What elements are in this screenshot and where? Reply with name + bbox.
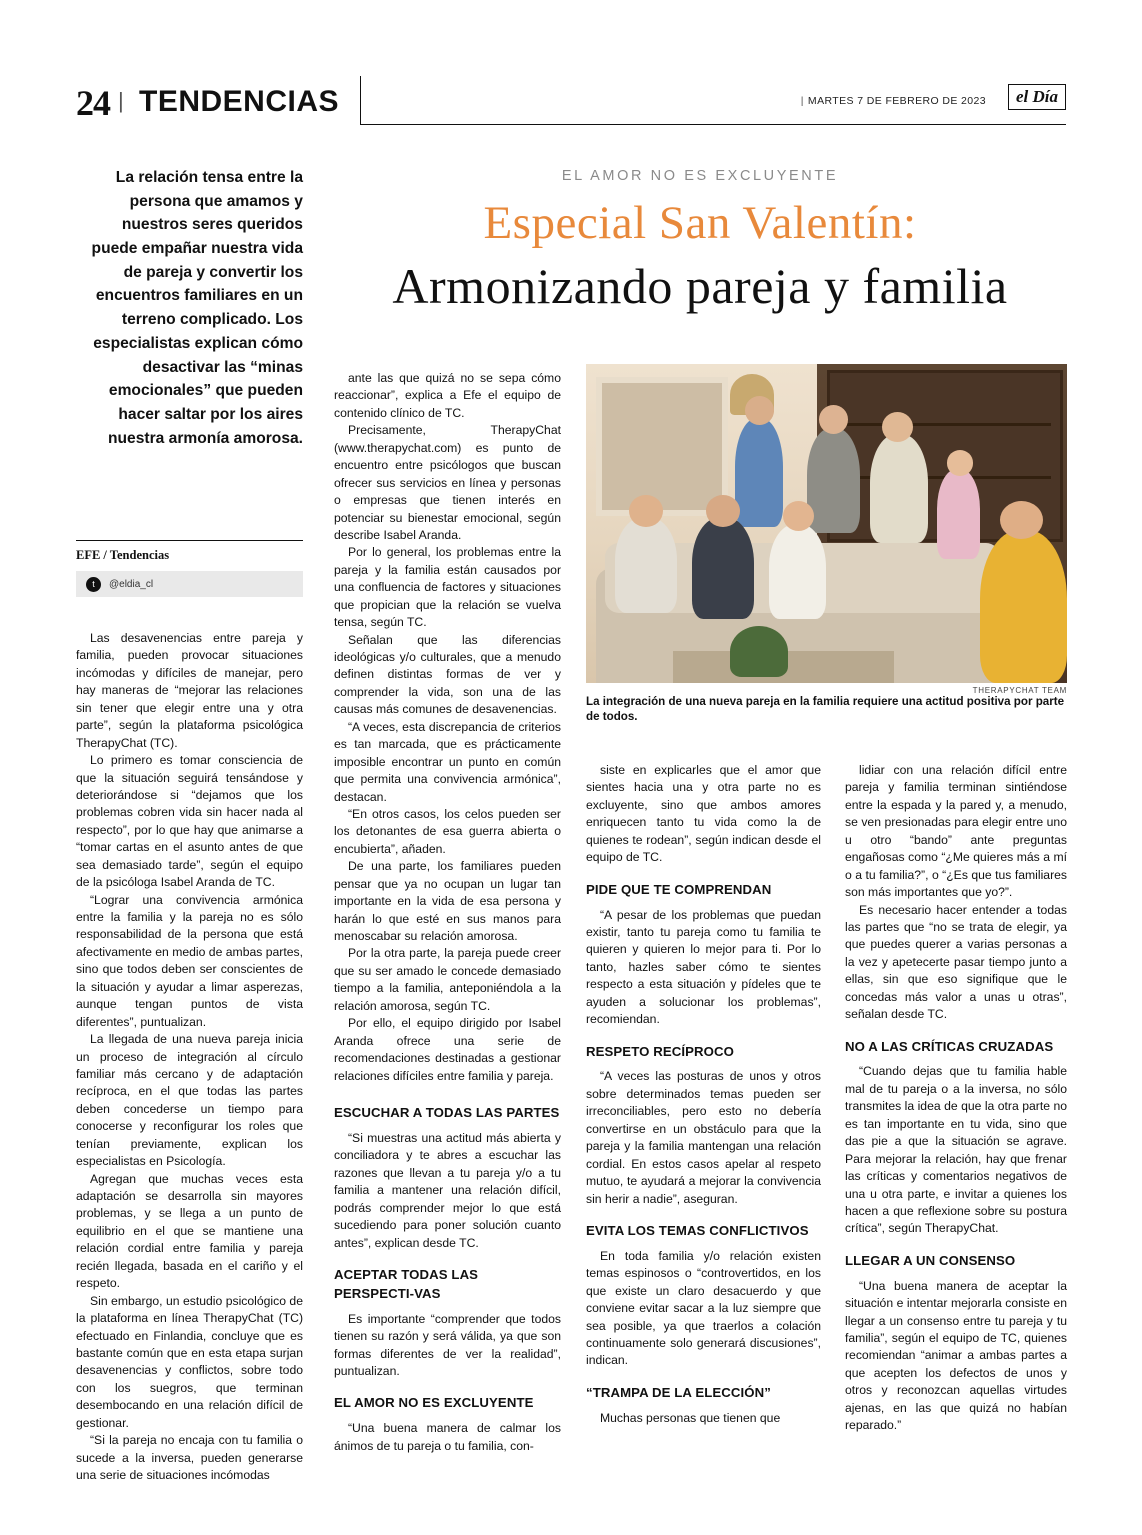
body-paragraph: lidiar con una relación difícil entre pareja y familia terminan sintiéndose entre la espada y la pared y, a menudo, se ven presionadas para elegir entre uno u otro “bando” ante preguntas engañosas como “¿Me quieres más a mí o a tu familia?”, o “¿Es que tus familiares son más importantes que yo?”. bbox=[845, 763, 1067, 900]
body-paragraph: Precisamente, TherapyChat (www.therapychat.com) es punto de encuentro entre psicólogos que buscan ofrecer sus servicios en línea y personas o empresas que tienen interés en potenciar su bienestar emocional, según describe Isabel Aranda. bbox=[334, 423, 561, 542]
body-paragraph: “A pesar de los problemas que puedan existir, tanto tu pareja como tu familia te quieren y quieren lo mejor para ti. Por lo tanto, hazles saber cómo te sientes respecto a esta situación y pídeles que te ayuden a solucionar los problemas”, recomiendan. bbox=[586, 907, 821, 1027]
column-four bbox=[845, 762, 1067, 1435]
column-two-top bbox=[334, 370, 561, 1085]
social-handle-row[interactable] bbox=[76, 571, 303, 597]
masthead-vertical-rule bbox=[360, 76, 361, 124]
section-subheading: ACEPTAR TODAS LAS PERSPECTI-VAS bbox=[334, 1266, 479, 1301]
column-one bbox=[76, 630, 303, 1484]
body-paragraph: Lo primero es tomar consciencia de que la situación seguirá tensándose y deteriorándose si “dejamos que los problemas cobren vida sin hacer nada al respecto”, por lo que hay que animarse a “tomar cartas en el asunto antes de que sea demasiado tarde”, según el equipo de la psicóloga Isabel Aranda de TC. bbox=[76, 753, 303, 890]
masthead-divider: | bbox=[118, 88, 124, 113]
body-paragraph: “Cuando dejas que tu familia hable mal de tu pareja o a la inversa, no sólo transmites la idea de que la otra parte no es tan importante en tu vida, sino que das pie a que la situación se agrave. Para mejorar la relación, hay que frenar las críticas y comentarios negativos de una u otra parte, e invitar a quienes los hacen a que reflexione sobre su postura crítica”, según TherapyChat. bbox=[845, 1064, 1067, 1236]
body-paragraph: En toda familia y/o relación existen temas espinosos o “controvertidos, en los que existe un claro desacuerdo y que conviene evitar sacar a la luz siempre que sea posible, ya que traerlos a colación continuamente solo generará discusiones”, indican. bbox=[586, 1248, 821, 1368]
body-paragraph: siste en explicarles que el amor que sientes hacia una y otra parte no es excluyente, sino que ambos amores enriquecen tanto tu vida como la de quienes te rodean”, según indican desde el equipo de TC. bbox=[586, 763, 821, 865]
article-photo bbox=[586, 364, 1067, 683]
body-paragraph: ante las que quizá no se sepa cómo reaccionar”, explica a Efe el equipo de contenido clínico de TC. bbox=[334, 371, 561, 420]
section-subheading: “TRAMPA DE LA ELECCIÓN” bbox=[586, 1384, 771, 1400]
body-paragraph: “Una buena manera de aceptar la situación e intentar mejorarla consiste en llegar a un consenso entre tu pareja y tu familia”, según el equipo de TC, quienes recomiendan “animar a ambas partes a que acepten los defectos de unos y otros y reconozcan aquellas virtudes ajenas, en las que quizá no habían reparado.” bbox=[845, 1278, 1067, 1433]
body-paragraph: La llegada de una nueva pareja inicia un proceso de integración al círculo familiar más cercano y de adaptación recíproca, en el que todas las partes deben concederse un tiempo para conocerse y reconfigurar los roles que tenían previamente, explican los especialistas en Psicología. bbox=[76, 1032, 303, 1169]
section-subheading: EVITA LOS TEMAS CONFLICTIVOS bbox=[586, 1222, 809, 1238]
byline-rule bbox=[76, 540, 303, 541]
section-subheading: EL AMOR NO ES EXCLUYENTE bbox=[334, 1395, 534, 1411]
article-photo-wrapper bbox=[586, 364, 1067, 695]
body-paragraph: Agregan que muchas veces esta adaptación se desarrolla sin mayores problemas, y se llega a un punto de equilibrio en el que se mantiene una relación cordial entre familia y pareja recién llegada, basada en el cariño y el respeto. bbox=[76, 1171, 303, 1291]
column-two-bottom bbox=[334, 1090, 561, 1455]
body-paragraph: “Si la pareja no encaja con tu familia o sucede a la inversa, pueden generarse una serie de situaciones incómodas bbox=[76, 1433, 303, 1482]
body-paragraph: Muchas personas que tienen que bbox=[600, 1410, 781, 1425]
section-subheading: RESPETO RECÍPROCO bbox=[586, 1043, 735, 1059]
body-paragraph: Es necesario hacer entender a todas las partes que “no se trata de elegir, ya que puedes querer a varias personas a la vez y apetecerte pasar tiempo junto a ellas, sin que eso signifique que le concedas más valor a unas u otras”, señalan desde TC. bbox=[845, 902, 1067, 1022]
body-paragraph: “Si muestras una actitud más abierta y conciliadora y te abres a escuchar las razones que llevan a tu pareja y/o a tu familia a mantener una relación difícil, podrás comprender mejor lo que está sucediendo para poner solución cuanto antes”, explican desde TC. bbox=[334, 1130, 561, 1250]
body-paragraph: De una parte, los familiares pueden pensar que ya no ocupan un lugar tan importante en la vida de esa persona y harán lo que esté en sus manos para menoscabar su relación amorosa. bbox=[334, 859, 561, 943]
body-paragraph: Por lo general, los problemas entre la pareja y la familia están causados por una confluencia de factores y situaciones que propician que la relación se vuelva tensa, según TC. bbox=[334, 545, 561, 630]
page-number: 24 bbox=[76, 83, 110, 123]
body-paragraph: Las desavenencias entre pareja y familia, pueden provocar situaciones incómodas y difíciles de manejar, pero hay maneras de “mejorar las relaciones sin tener que elegir entre una y otra parte”, según la plataforma psicológica TherapyChat (TC). bbox=[76, 631, 303, 750]
body-paragraph: “A veces, esta discrepancia de criterios es tan marcada, que es prácticamente imposible encontrar un punto en común que permita una convivencia armónica”, destacan. bbox=[334, 719, 561, 804]
byline-box bbox=[76, 540, 303, 597]
social-handle: @eldia_cl bbox=[109, 578, 154, 590]
article-deck: La relación tensa entre la persona que amamos y nuestros seres queridos puede empañar nuestra vida de pareja y convertir los encuentros familiares en un terreno complicado. Los especialistas explican cómo desactivar las “minas emocionales” que pueden hacer saltar por los aires nuestra armonía amorosa. bbox=[91, 169, 303, 447]
body-paragraph: “Lograr una convivencia armónica entre la familia y la pareja no es sólo responsabilidad de la persona que está afectivamente en medio de ambas partes, sino que todos deben ser conscientes de la situación y ayudar a limar asperezas, aunque tengan puntos de vista diferentes”, puntualizan. bbox=[76, 892, 303, 1029]
body-paragraph: “Una buena manera de calmar los ánimos de tu pareja o tu familia, con- bbox=[334, 1421, 561, 1453]
body-paragraph: “En otros casos, los celos pueden ser los detonantes de esa guerra abierta o encubierta”, añaden. bbox=[334, 806, 561, 856]
twitter-icon: t bbox=[86, 577, 101, 592]
headline-kicker: EL AMOR NO ES EXCLUYENTE bbox=[561, 168, 839, 184]
photo-caption: La integración de una nueva pareja en la familia requiere una actitud positiva por parte de todos. bbox=[586, 695, 1065, 724]
body-paragraph: Es importante “comprender que todos tienen su razón y será válida, ya que son formas diferentes de ver la realidad”, puntualizan. bbox=[334, 1311, 561, 1378]
section-subheading: ESCUCHAR A TODAS LAS PARTES bbox=[334, 1105, 560, 1120]
date-text: MARTES 7 DE FEBRERO DE 2023 bbox=[807, 95, 986, 107]
byline-author: EFE / Tendencias bbox=[76, 548, 170, 562]
body-paragraph: Señalan que las diferencias ideológicas y/o culturales, que a menudo definen distintas formas de ver y comprender la vida, son una de las causas más comunes de desavenencias. bbox=[334, 632, 561, 717]
section-title: TENDENCIAS bbox=[139, 85, 340, 118]
section-subheading: PIDE QUE TE COMPRENDAN bbox=[586, 881, 772, 897]
issue-date bbox=[801, 95, 986, 107]
masthead-horizontal-rule bbox=[360, 124, 1066, 125]
body-paragraph: Por ello, el equipo dirigido por Isabel Aranda ofrece una serie de recomendaciones destinadas a gestionar relaciones difíciles entre familia y pareja. bbox=[334, 1016, 561, 1083]
photo-credit: THERAPYCHAT TEAM bbox=[972, 686, 1067, 695]
publication-logo: el Día bbox=[1008, 84, 1066, 110]
date-divider: | bbox=[800, 95, 804, 107]
masthead bbox=[76, 83, 1066, 134]
section-subheading: LLEGAR A UN CONSENSO bbox=[845, 1252, 1016, 1268]
column-three bbox=[586, 762, 821, 1427]
headline-primary: Especial San Valentín: bbox=[483, 197, 917, 249]
section-subheading: NO A LAS CRÍTICAS CRUZADAS bbox=[845, 1038, 1054, 1054]
headline-secondary: Armonizando pareja y familia bbox=[392, 258, 1008, 314]
body-paragraph: Por la otra parte, la pareja puede creer que su ser amado le concede demasiado tiempo a la familia, anteponiéndola a la relación amorosa, según TC. bbox=[334, 946, 561, 1013]
body-paragraph: “A veces las posturas de unos y otros sobre determinados temas pueden ser irreconciliables, pero esto no debería convertirse en un obstáculo para que la pareja y la familia mantengan una relación cordial. En estos casos apelar al respeto mutuo, te ayudará a mejorar la convivencia sin herir a nadie”, aseguran. bbox=[586, 1069, 821, 1206]
body-paragraph: Sin embargo, un estudio psicológico de la plataforma en línea TherapyChat (TC) efectuado en Finlandia, concluye que es bastante común que en esta etapa surjan desavenencias y conflictos, sobre todo con los suegros, que terminan desembocando en una relación difícil de gestionar. bbox=[76, 1293, 303, 1430]
